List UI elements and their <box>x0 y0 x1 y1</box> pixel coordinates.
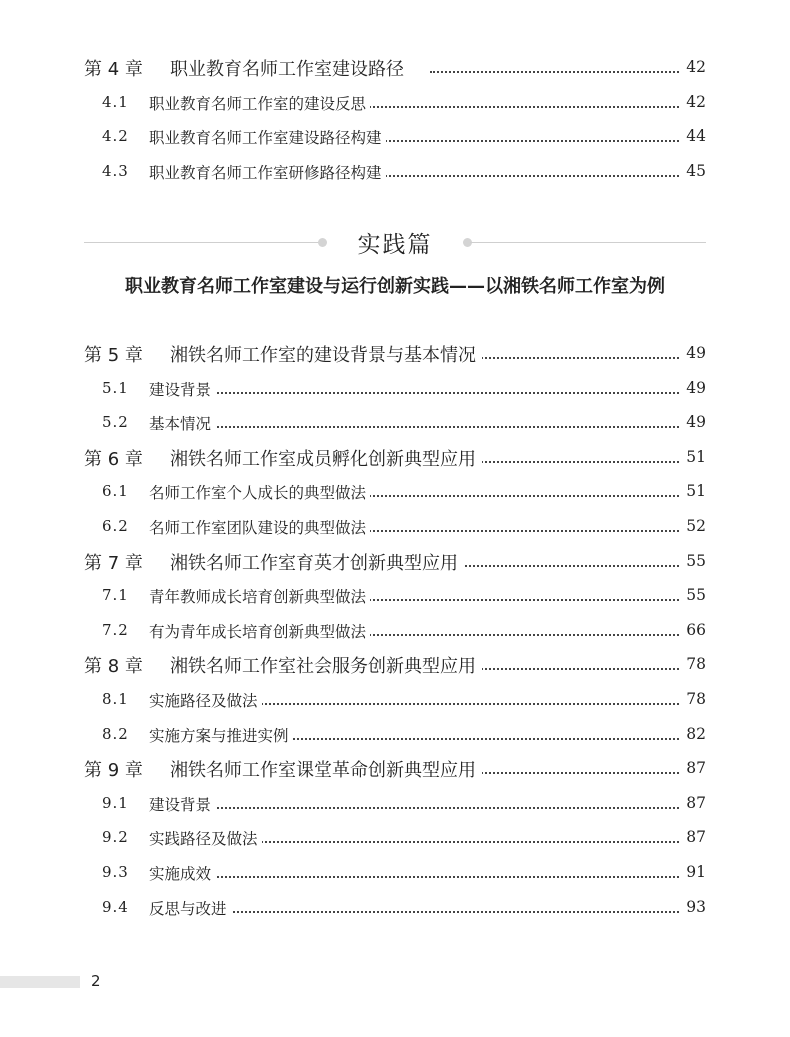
dot-leader <box>150 911 702 913</box>
section-number: 6.2 <box>102 517 129 535</box>
toc-section-entry[interactable] <box>0 786 790 820</box>
page-ref: 66 <box>680 621 706 639</box>
page-ref: 87 <box>680 794 706 812</box>
page-ref: 87 <box>680 828 706 846</box>
page-ref: 55 <box>680 552 706 570</box>
page-ref: 55 <box>680 586 706 604</box>
dot-leader <box>150 426 702 428</box>
section-title: 基本情况 <box>149 412 215 434</box>
section-title: 职业教育名师工作室建设路径构建 <box>149 126 386 148</box>
section-number: 9.4 <box>102 897 129 916</box>
toc-chapter-entry[interactable] <box>0 50 790 84</box>
toc-chapter-entry[interactable] <box>0 440 790 474</box>
toc-section-entry[interactable] <box>0 578 790 612</box>
page-ref: 82 <box>680 725 706 743</box>
dot-leader <box>150 876 702 878</box>
section-number: 9.2 <box>102 828 129 847</box>
section-number: 4.1 <box>102 92 129 111</box>
chapter-title: 湘铁名师工作室课堂革命创新典型应用 <box>170 756 482 782</box>
chapter-number: 第 8 章 <box>84 656 143 678</box>
section-title: 实践路径及做法 <box>149 827 262 849</box>
section-number: 6.1 <box>102 482 129 501</box>
section-number: 5.2 <box>102 413 129 432</box>
section-title: 名师工作室团队建设的典型做法 <box>149 516 370 538</box>
section-number: 9.1 <box>102 793 129 812</box>
page-ref: 51 <box>680 482 706 500</box>
page-ref: 91 <box>680 863 706 881</box>
section-title: 实施路径及做法 <box>149 689 262 711</box>
section-title: 建设背景 <box>149 378 215 400</box>
page-ref: 51 <box>680 448 706 466</box>
page-ref: 42 <box>680 58 706 76</box>
section-title: 职业教育名师工作室的建设反思 <box>149 92 370 114</box>
page-ref: 52 <box>680 517 706 535</box>
page-ref: 93 <box>680 898 706 916</box>
chapter-number: 第 4 章 <box>84 59 143 80</box>
footer-bar <box>0 976 80 988</box>
part-heading <box>0 222 790 262</box>
page-ref: 49 <box>680 344 706 362</box>
section-number: 8.1 <box>102 690 129 708</box>
section-title: 有为青年成长培育创新典型做法 <box>149 620 370 642</box>
section-number: 4.3 <box>102 161 129 180</box>
dot-leader <box>150 392 702 394</box>
toc-section-entry[interactable] <box>0 682 790 716</box>
page-ref: 78 <box>680 655 706 673</box>
toc-section-entry[interactable] <box>0 371 790 405</box>
toc-chapter-entry[interactable] <box>0 336 790 370</box>
chapter-number: 第 5 章 <box>84 345 143 366</box>
section-title: 名师工作室个人成长的典型做法 <box>149 481 370 503</box>
part-subtitle: 职业教育名师工作室建设与运行创新实践——以湘铁名师工作室为例 <box>125 276 665 297</box>
toc-section-entry[interactable] <box>0 509 790 543</box>
page-number: 2 <box>91 972 101 990</box>
page-ref: 49 <box>680 379 706 397</box>
chapter-title: 湘铁名师工作室的建设背景与基本情况 <box>170 341 482 367</box>
chapter-title: 湘铁名师工作室社会服务创新典型应用 <box>170 652 482 678</box>
toc-section-entry[interactable] <box>0 154 790 188</box>
section-title: 建设背景 <box>149 793 215 815</box>
page-ref: 42 <box>680 93 706 111</box>
page-ref: 45 <box>680 162 706 180</box>
chapter-title: 湘铁名师工作室育英才创新典型应用 <box>170 549 464 575</box>
section-number: 9.3 <box>102 863 129 881</box>
chapter-title: 湘铁名师工作室成员孵化创新典型应用 <box>170 445 482 471</box>
page-ref: 87 <box>680 759 706 777</box>
dot-leader <box>430 565 702 567</box>
section-number: 8.2 <box>102 724 129 743</box>
section-title: 青年教师成长培育创新典型做法 <box>149 585 370 607</box>
chapter-number: 第 7 章 <box>84 552 143 574</box>
toc-section-entry[interactable] <box>0 717 790 751</box>
chapter-number: 第 9 章 <box>84 760 143 782</box>
toc-chapter-entry[interactable] <box>0 544 790 578</box>
section-number: 5.1 <box>102 378 129 397</box>
dot-leader <box>430 71 702 73</box>
page-ref: 44 <box>680 127 706 145</box>
toc-section-entry[interactable] <box>0 119 790 153</box>
toc-section-entry[interactable] <box>0 820 790 854</box>
part-title: 实践篇 <box>357 232 433 258</box>
page-ref: 49 <box>680 413 706 431</box>
toc-section-entry[interactable] <box>0 405 790 439</box>
section-title: 职业教育名师工作室研修路径构建 <box>149 161 386 183</box>
toc-section-entry[interactable] <box>0 855 790 889</box>
chapter-number: 第 6 章 <box>84 448 143 470</box>
chapter-title: 职业教育名师工作室建设路径 <box>170 55 410 81</box>
section-number: 7.2 <box>102 620 129 639</box>
section-title: 实施成效 <box>149 862 215 884</box>
page-ref: 78 <box>680 690 706 708</box>
dot-leader <box>150 807 702 809</box>
section-title: 反思与改进 <box>149 897 231 919</box>
toc-section-entry[interactable] <box>0 890 790 924</box>
toc-section-entry[interactable] <box>0 85 790 119</box>
toc-chapter-entry[interactable] <box>0 751 790 785</box>
section-title: 实施方案与推进实例 <box>149 724 293 746</box>
toc-section-entry[interactable] <box>0 474 790 508</box>
section-number: 4.2 <box>102 127 129 146</box>
toc-section-entry[interactable] <box>0 613 790 647</box>
section-number: 7.1 <box>102 586 129 605</box>
toc-chapter-entry[interactable] <box>0 647 790 681</box>
divider-line-right <box>470 242 706 243</box>
